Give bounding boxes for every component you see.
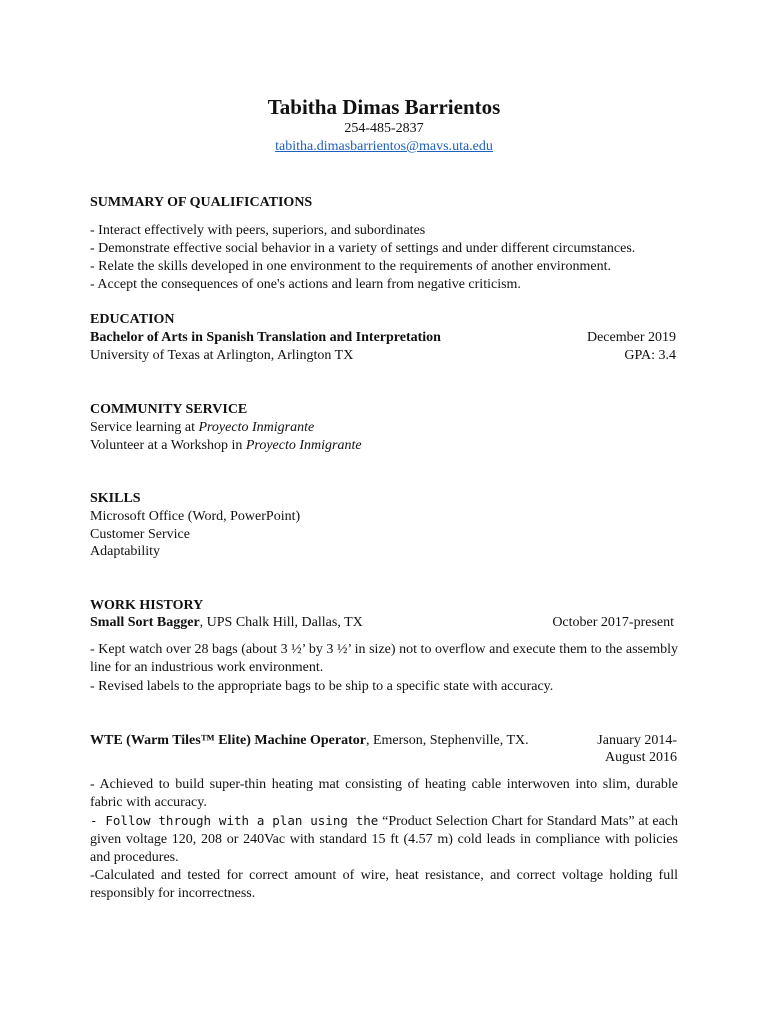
job-bullet-text: “Product Selection Chart for Standard Mats” at each given voltage 120, 208 or 240Vac with standard 15 ft (4.57 m) cold leads in compliance with policies and procedures.: [90, 814, 678, 865]
skill-item: Microsoft Office (Word, PowerPoint): [90, 509, 301, 524]
summary-item: - Interact effectively with peers, superiors, and subordinates: [90, 223, 426, 238]
skill-item: Customer Service: [90, 527, 190, 542]
job-bullet: - Achieved to build super-thin heating mat consisting of heating cable interwoven into slim, durable fabric with accuracy.: [90, 777, 678, 810]
graduation-date: December 2019: [586, 330, 676, 345]
job-bullet: - Kept watch over 28 bags (about 3 ½’ by 3 ½’ in size) not to overflow and execute them to the assembly line for an industrious work environment.: [90, 642, 678, 675]
gpa: GPA: 3.4: [624, 348, 676, 363]
summary-item: - Accept the consequences of one's actions and learn from negative criticism.: [90, 277, 521, 292]
job-dates-start: January 2014-: [597, 733, 677, 748]
community-item: [90, 437, 362, 455]
job-employer: , Emerson, Stephenville, TX.: [365, 733, 529, 748]
skill-item: Adaptability: [90, 544, 160, 559]
job-header: [90, 732, 529, 750]
job-header: [90, 614, 363, 632]
email-container: [0, 138, 768, 156]
candidate-name: Tabitha Dimas Barrientos: [267, 95, 501, 119]
community-item: [90, 419, 314, 437]
job-bullet-mono-text: - Follow through with a plan using the: [90, 813, 379, 828]
school-name: University of Texas at Arlington, Arlington TX: [90, 348, 354, 363]
job-bullet: -Calculated and tested for correct amount of wire, heat resistance, and correct voltage holding full responsibly for incorrectness.: [90, 868, 678, 901]
community-item-text: Volunteer at a Workshop in: [90, 438, 246, 453]
job-dates-end: August 2016: [605, 750, 677, 765]
work-heading: WORK HISTORY: [90, 598, 204, 613]
job-title: Small Sort Bagger: [90, 615, 200, 630]
community-item-text: Service learning at: [90, 420, 199, 435]
community-heading: COMMUNITY SERVICE: [90, 402, 248, 417]
job-title: WTE (Warm Tiles™ Elite) Machine Operator: [90, 733, 366, 748]
summary-item: - Demonstrate effective social behavior in a variety of settings and under different circumstances.: [90, 241, 636, 256]
email-link[interactable]: tabitha.dimasbarrientos@mavs.uta.edu: [275, 139, 493, 154]
job-bullet: - Revised labels to the appropriate bags to be ship to a specific state with accuracy.: [90, 679, 554, 694]
job-employer: , UPS Chalk Hill, Dallas, TX: [199, 615, 363, 630]
job-dates: October 2017-present: [552, 615, 674, 630]
education-heading: EDUCATION: [90, 312, 175, 327]
community-org: Proyecto Inmigrante: [198, 420, 315, 435]
degree-title: Bachelor of Arts in Spanish Translation and Interpretation: [90, 330, 441, 345]
job-bullet: [90, 812, 678, 867]
community-org: Proyecto Inmigrante: [245, 438, 362, 453]
summary-item: - Relate the skills developed in one environment to the requirements of another environment.: [90, 259, 611, 274]
summary-heading: SUMMARY OF QUALIFICATIONS: [90, 195, 313, 210]
skills-heading: SKILLS: [90, 491, 141, 506]
phone-number: 254-485-2837: [344, 121, 424, 136]
